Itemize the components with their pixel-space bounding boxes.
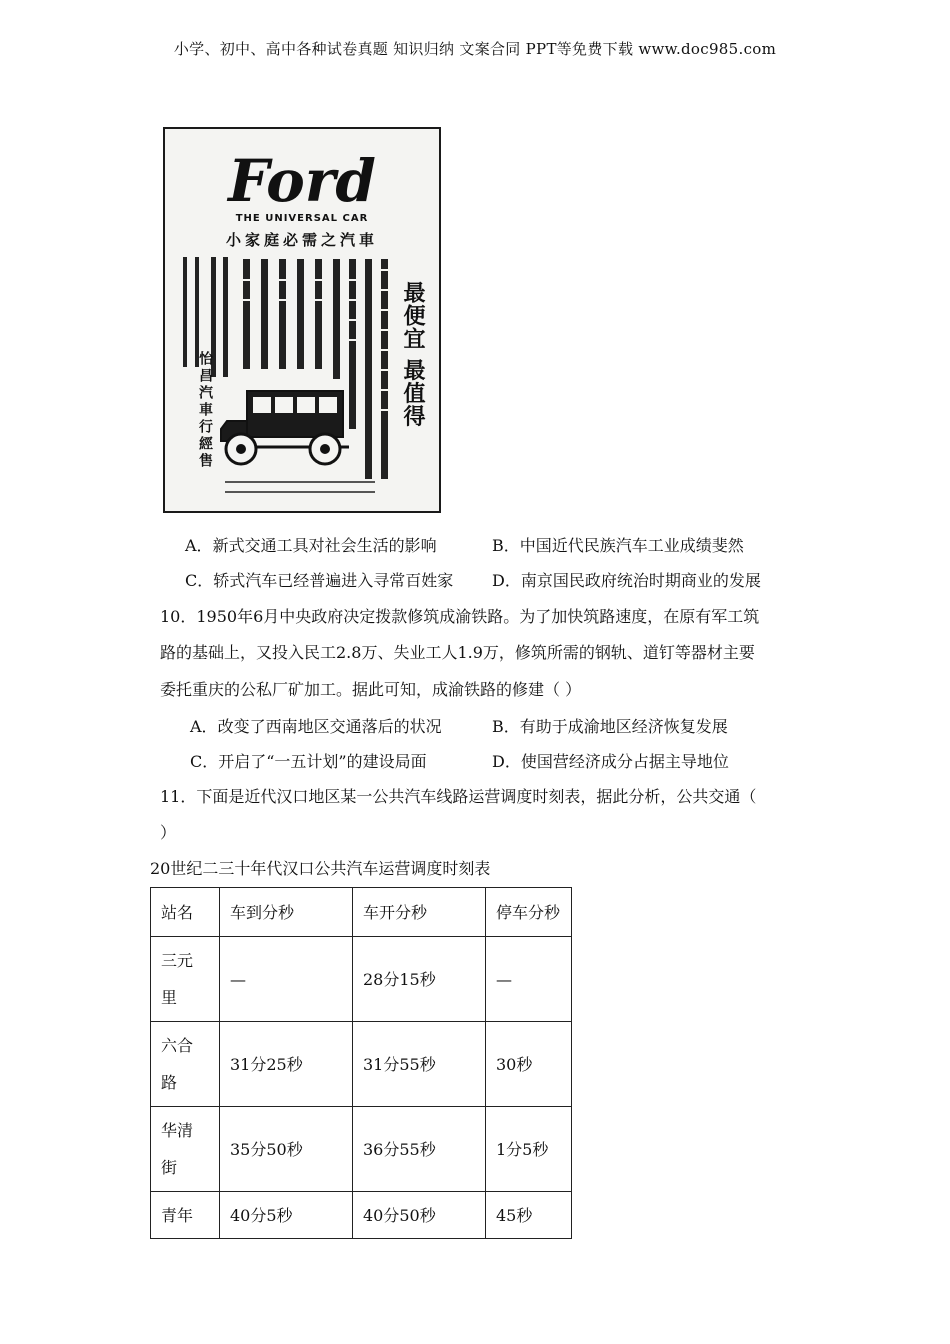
- q10-option-d[interactable]: [492, 749, 729, 772]
- header-cell: 车开分秒: [353, 888, 486, 937]
- arrive-cell: 35分50秒: [220, 1107, 353, 1192]
- option-text: 开启了“一五计划”的建设局面: [218, 752, 427, 771]
- q10-stem-line-1: 10．1950年6月中央政府决定拨款修筑成渝铁路。为了加快筑路速度，在原有军工筑: [160, 607, 760, 626]
- table-row: [151, 937, 572, 1022]
- header-cell: 站名: [151, 888, 220, 937]
- header-cell: 停车分秒: [486, 888, 572, 937]
- ad-dealer: 怡昌汽車行經售: [197, 351, 213, 470]
- stop-cell: 1分5秒: [486, 1107, 572, 1192]
- arrive-cell: 40分5秒: [220, 1192, 353, 1239]
- option-letter: B．: [492, 536, 520, 555]
- station-cell: 六合 路: [151, 1022, 220, 1107]
- option-letter: C．: [190, 752, 219, 771]
- depart-cell: 40分50秒: [353, 1192, 486, 1239]
- bus-timetable: [150, 887, 572, 1239]
- table-header-row: [151, 888, 572, 937]
- ford-advertisement-image: [163, 127, 441, 513]
- option-letter: A．: [190, 717, 218, 736]
- option-text: 新式交通工具对社会生活的影响: [212, 536, 437, 555]
- q11-stem-line-1: 11．下面是近代汉口地区某一公共汽车线路运营调度时刻表，据此分析，公共交通（: [160, 787, 757, 806]
- table-row: [151, 1022, 572, 1107]
- option-text: 使国营经济成分占据主导地位: [520, 752, 729, 771]
- header-cell: 车到分秒: [220, 888, 353, 937]
- q11-stem-line-2: ）: [160, 823, 177, 842]
- arrive-cell: 31分25秒: [220, 1022, 353, 1107]
- q10-option-b[interactable]: [492, 714, 728, 737]
- q10-stem-line-2: 路的基础上，又投入民工2.8万、失业工人1.9万，修筑所需的钢轨、道钉等器材主要: [160, 643, 755, 662]
- option-text: 轿式汽车已经普遍进入寻常百姓家: [213, 571, 454, 590]
- option-text: 南京国民政府统治时期商业的发展: [520, 571, 761, 590]
- table-caption: 20世纪二三十年代汉口公共汽车运营调度时刻表: [150, 859, 491, 878]
- q10-option-c[interactable]: [190, 749, 427, 772]
- ford-logo: Ford: [228, 147, 376, 215]
- option-text: 改变了西南地区交通落后的状况: [217, 717, 442, 736]
- arrive-cell: —: [220, 937, 353, 1022]
- stop-cell: 30秒: [486, 1022, 572, 1107]
- option-letter: D．: [492, 752, 521, 771]
- q9-option-d[interactable]: [492, 568, 761, 591]
- q9-option-a[interactable]: [185, 533, 437, 556]
- option-letter: B．: [492, 717, 520, 736]
- ad-headline: 小家庭必需之汽車: [225, 231, 379, 249]
- q9-option-b[interactable]: [492, 533, 744, 556]
- option-letter: A．: [185, 536, 213, 555]
- option-text: 中国近代民族汽车工业成绩斐然: [519, 536, 744, 555]
- depart-cell: 36分55秒: [353, 1107, 486, 1192]
- depart-cell: 31分55秒: [353, 1022, 486, 1107]
- ford-tagline: THE UNIVERSAL CAR: [235, 213, 369, 224]
- q9-option-c[interactable]: [185, 568, 453, 591]
- option-letter: C．: [185, 571, 214, 590]
- option-letter: D．: [492, 571, 521, 590]
- table-row: [151, 1107, 572, 1192]
- station-cell: 青年: [151, 1192, 220, 1239]
- depart-cell: 28分15秒: [353, 937, 486, 1022]
- stop-cell: —: [486, 937, 572, 1022]
- q10-stem-line-3: 委托重庆的公私厂矿加工。据此可知，成渝铁路的修建（ ）: [160, 680, 582, 699]
- q10-option-a[interactable]: [190, 714, 442, 737]
- option-text: 有助于成渝地区经济恢复发展: [519, 717, 728, 736]
- station-cell: 华清 街: [151, 1107, 220, 1192]
- ad-slogan: 最便宜 最值得: [400, 281, 426, 428]
- stop-cell: 45秒: [486, 1192, 572, 1239]
- table-row: [151, 1192, 572, 1239]
- page-header: 小学、初中、高中各种试卷真题 知识归纳 文案合同 PPT等免费下载 www.doc985.com: [173, 40, 777, 58]
- station-cell: 三元 里: [151, 937, 220, 1022]
